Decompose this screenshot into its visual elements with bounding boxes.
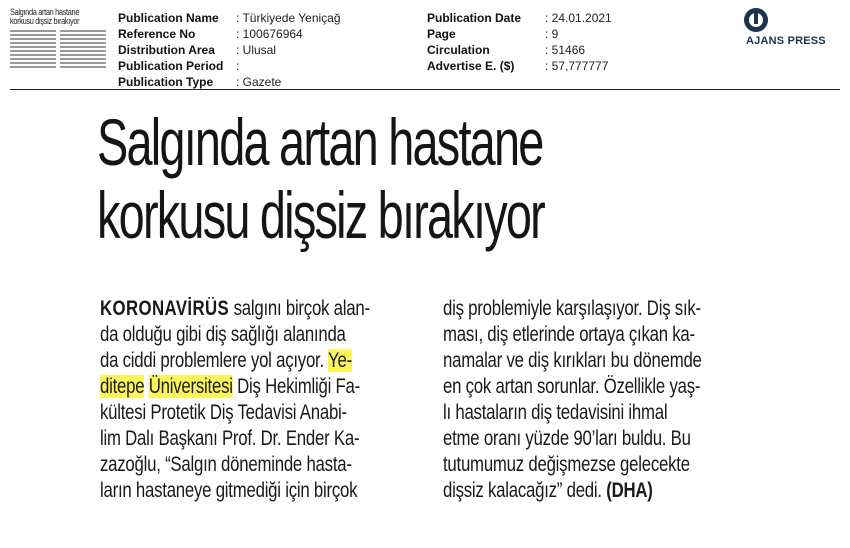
meta-row-circulation xyxy=(427,42,612,58)
meta-label: Publication Type xyxy=(118,75,214,89)
article-text: Diş Hekimliği Fa- xyxy=(232,375,361,398)
article-headline xyxy=(97,106,722,252)
thumbnail-title-line-2: korkusu dişsiz bırakıyor xyxy=(10,16,80,26)
meta-label: Circulation xyxy=(427,43,490,57)
highlighted-text: Ye- xyxy=(328,349,352,372)
meta-value: : 57,777777 xyxy=(545,59,609,73)
meta-value: : 24.01.2021 xyxy=(545,11,612,25)
article-line xyxy=(100,374,415,400)
article-line: lim Dalı Başkanı Prof. Dr. Ender Ka- xyxy=(100,427,360,450)
meta-label: Page xyxy=(427,27,456,41)
publication-metadata-left xyxy=(118,10,341,90)
meta-value: : xyxy=(236,59,240,73)
thumbnail-title xyxy=(10,8,105,26)
article-line: diş problemiyle karşılaşıyor. Diş sık- xyxy=(443,297,701,320)
clipping-thumbnail xyxy=(10,8,106,82)
thumbnail-title-line-1: Salgında artan hastane xyxy=(10,8,80,17)
ajans-press-logo-icon xyxy=(744,8,768,32)
meta-row-publication-period xyxy=(118,58,341,74)
meta-label: Publication Name xyxy=(118,11,219,25)
meta-row-distribution-area xyxy=(118,42,341,58)
highlighted-text: Üniversitesi xyxy=(148,375,233,398)
meta-value: : 51466 xyxy=(545,43,586,57)
news-source-label: (DHA) xyxy=(606,479,653,502)
meta-row-publication-type xyxy=(118,74,341,90)
article-column-left xyxy=(100,296,415,504)
meta-row-advertise-equivalent xyxy=(427,58,612,74)
meta-label: Publication Period xyxy=(118,59,224,73)
meta-value: : 9 xyxy=(545,27,559,41)
meta-value: : Ulusal xyxy=(236,43,277,57)
publication-metadata-right xyxy=(427,10,612,74)
article-text: dişsiz kalacağız” dedi. xyxy=(443,479,607,502)
article-text: da ciddi problemlere yol açıyor. xyxy=(100,349,329,372)
meta-row-publication-name xyxy=(118,10,341,26)
article-line: etme oranı yüzde 90’ları buldu. Bu xyxy=(443,427,691,450)
article-line: namalar ve diş kırıkları bu dönemde xyxy=(443,349,702,372)
meta-value: : Gazete xyxy=(236,75,282,89)
header-divider xyxy=(10,89,840,90)
article-line: tutumumuz değişmezse gelecekte xyxy=(443,453,690,476)
highlighted-text: ditepe xyxy=(100,375,145,398)
article-line xyxy=(100,296,415,322)
headline-line-1: Salgında artan hastane xyxy=(97,105,543,179)
meta-label: Distribution Area xyxy=(118,43,215,57)
article-line xyxy=(100,348,415,374)
meta-label: Publication Date xyxy=(427,11,522,25)
article-line: ması, diş etlerinde ortaya çıkan ka- xyxy=(443,323,695,346)
article-line: ların hastaneye gitmediği için birçok xyxy=(100,479,358,502)
thumbnail-text-preview xyxy=(10,30,106,70)
article-line: kültesi Protetik Diş Tedavisi Anabi- xyxy=(100,401,347,424)
article-line: lı hastaların diş tedavisini ihmal xyxy=(443,401,668,424)
meta-value: : 100676964 xyxy=(236,27,303,41)
article-line: da olduğu gibi diş sağlığı alanında xyxy=(100,323,346,346)
meta-row-page xyxy=(427,26,612,42)
article-lead-word: KORONAVİRÜS xyxy=(100,297,230,320)
article-text: salgını birçok alan- xyxy=(229,297,370,320)
meta-row-publication-date xyxy=(427,10,612,26)
article-line: en çok artan sorunlar. Özellikle yaş- xyxy=(443,375,701,398)
ajans-press-logo xyxy=(744,8,840,52)
article-line xyxy=(443,478,758,504)
meta-row-reference-no xyxy=(118,26,341,42)
article-column-right xyxy=(443,296,758,504)
meta-label: Reference No xyxy=(118,27,196,41)
article-line: zazoğlu, “Salgın döneminde hasta- xyxy=(100,453,352,476)
meta-value: : Türkiyede Yeniçağ xyxy=(236,11,341,25)
headline-line-2: korkusu dişsiz bırakıyor xyxy=(97,178,544,252)
logo-text: AJANS PRESS xyxy=(746,35,826,47)
meta-label: Advertise E. ($) xyxy=(427,59,515,73)
